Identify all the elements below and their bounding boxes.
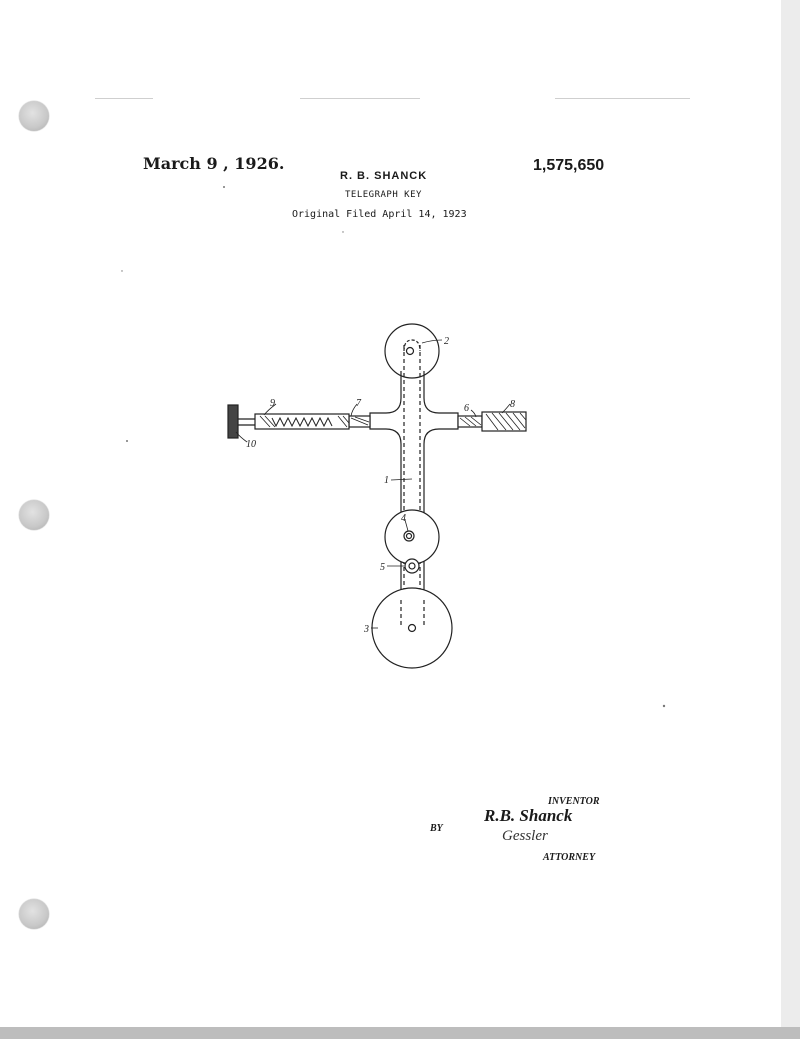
filing-note: Original Filed April 14, 1923 xyxy=(292,209,467,220)
ref-numeral-6: 6 xyxy=(464,403,469,414)
ref-numeral-8: 8 xyxy=(510,399,515,410)
attorney-signature: Gessler xyxy=(502,828,548,844)
ref-numeral-2: 2 xyxy=(444,336,449,347)
ref-numeral-1: 1 xyxy=(384,475,389,486)
ref-numeral-10: 10 xyxy=(246,439,256,450)
ref-numeral-7: 7 xyxy=(356,398,361,409)
inventor-signature: R.B. Shanck xyxy=(484,806,573,825)
disk-3 xyxy=(372,588,452,668)
disk-4 xyxy=(385,510,439,564)
patent-number: 1,575,650 xyxy=(533,157,605,174)
ref-numeral-4: 4 xyxy=(401,513,406,524)
by-label: BY xyxy=(430,823,443,834)
ref-numeral-5: 5 xyxy=(380,562,385,573)
pin-5 xyxy=(405,559,419,573)
knob-2 xyxy=(385,324,439,378)
page-edge-bottom xyxy=(0,1027,800,1039)
ref-numeral-9: 9 xyxy=(270,398,275,409)
patent-date: March 9 , 1926. xyxy=(143,154,285,173)
page-edge-right xyxy=(781,0,800,1039)
patent-title: TELEGRAPH KEY xyxy=(345,190,422,200)
ref-numeral-3: 3 xyxy=(364,624,369,635)
lever-outline xyxy=(370,371,458,522)
inventor-name: R. B. SHANCK xyxy=(340,170,428,182)
attorney-label: ATTORNEY xyxy=(543,852,596,863)
inventor-label: INVENTOR xyxy=(548,796,600,807)
